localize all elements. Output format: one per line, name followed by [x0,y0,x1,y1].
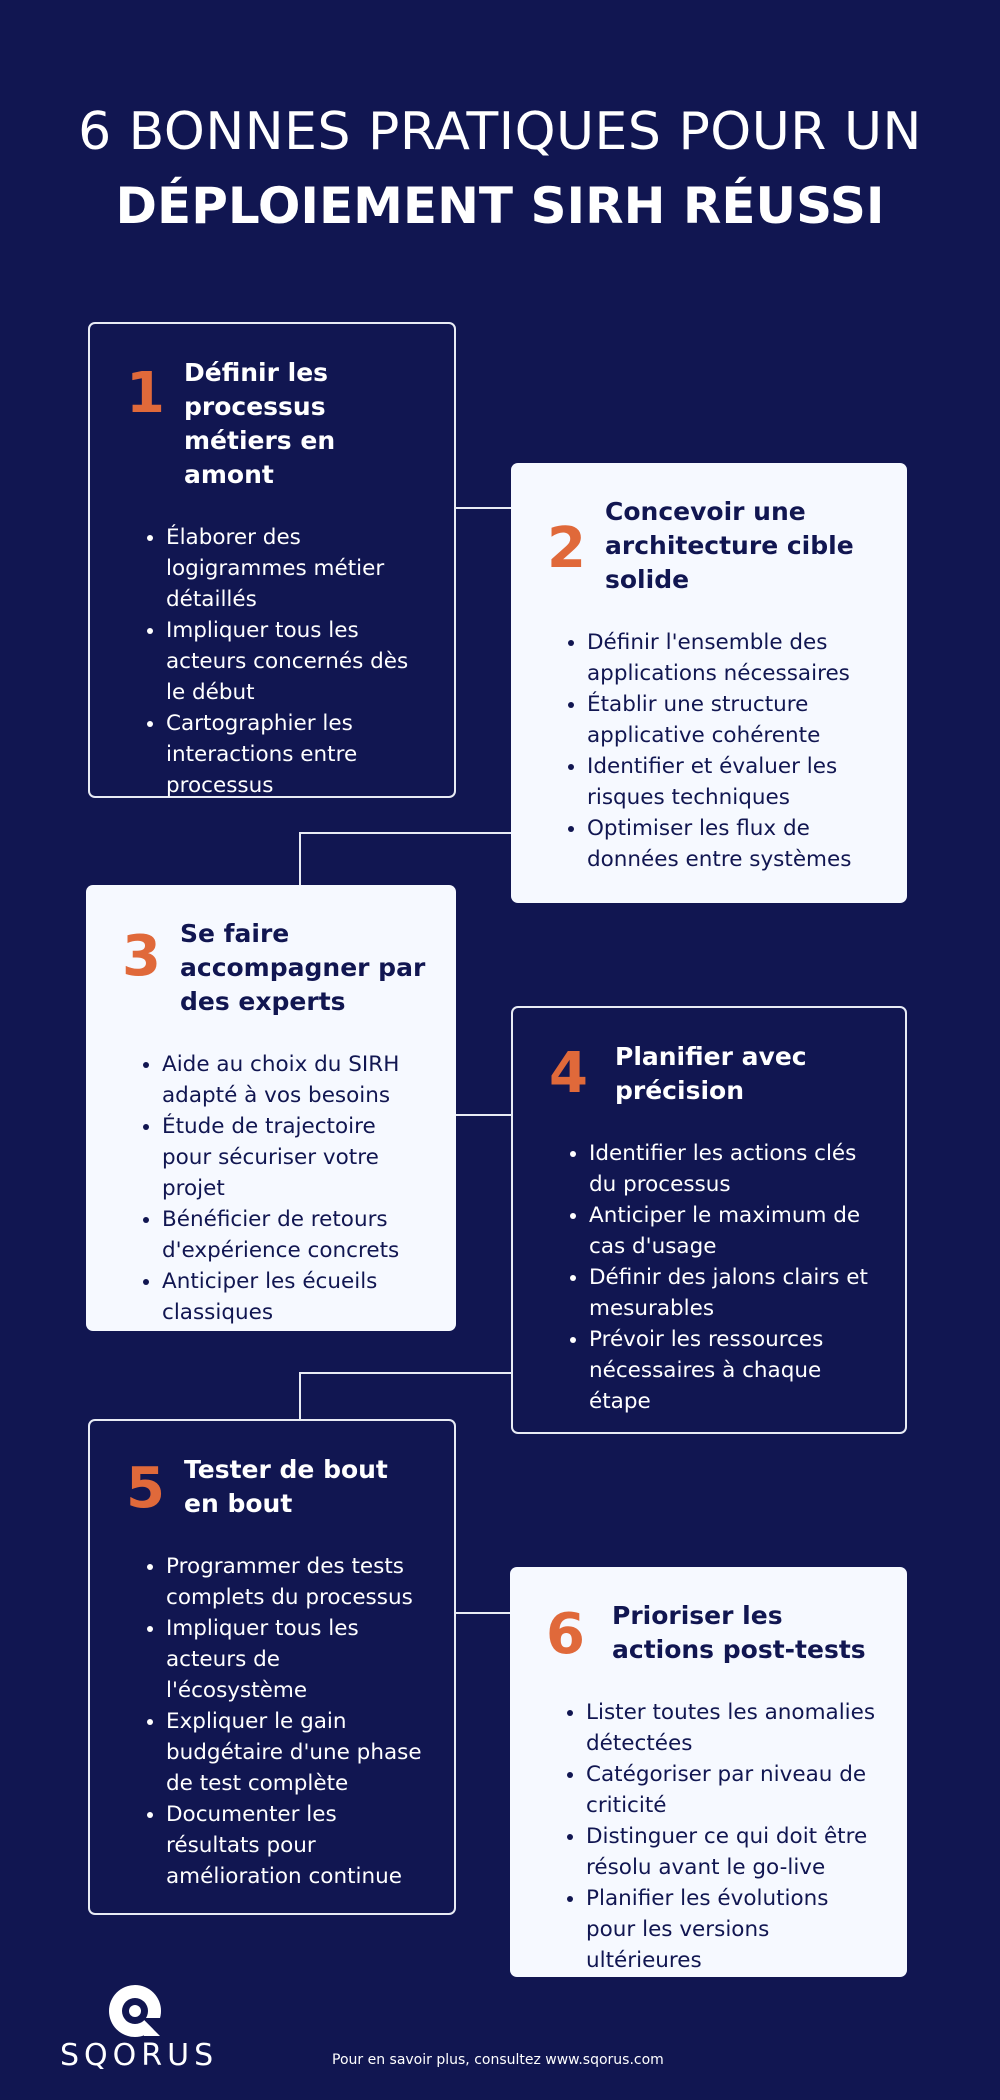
practice-bullets [142,522,424,801]
list-item: • Aide au choix du SIRH adapté à vos besoins [162,1049,426,1111]
list-item: • Catégoriser par niveau de criticité [586,1759,877,1821]
practice-title: Planifier avec précision [615,1042,807,1105]
practice-bullets [142,1551,424,1892]
list-item: • Définir l'ensemble des applications nécessaires [587,627,877,689]
list-item: • Prévoir les ressources nécessaires à chaque étape [589,1324,875,1417]
list-item: • Identifier les actions clés du processus [589,1138,875,1200]
practice-title: Tester de bout en bout [184,1455,388,1518]
list-item: • Cartographier les interactions entre processus [166,708,424,801]
list-item: • Expliquer le gain budgétaire d'une phase de test complète [166,1706,424,1799]
logo-text: SQORUS [60,2038,219,2073]
practice-title: Définir les processus métiers en amont [184,358,336,489]
practice-number: 2 [547,516,586,581]
list-item: • Distinguer ce qui doit être résolu avant le go-live [586,1821,877,1883]
list-item: • Étude de trajectoire pour sécuriser votre projet [162,1111,426,1204]
practice-title: Concevoir une architecture cible solide [605,497,854,594]
list-item: • Élaborer des logigrammes métier détaillés [166,522,424,615]
sqorus-logo-icon [60,1982,210,2040]
practice-card-3 [86,885,456,1331]
list-item: • Impliquer tous les acteurs concernés dès le début [166,615,424,708]
list-item: • Programmer des tests complets du processus [166,1551,424,1613]
practice-title: Prioriser les actions post-tests [612,1601,866,1664]
list-item: • Impliquer tous les acteurs de l'écosystème [166,1613,424,1706]
list-item: • Documenter les résultats pour amélioration continue [166,1799,424,1892]
practice-bullets [563,627,877,875]
practice-card-4 [511,1006,907,1434]
list-item: • Établir une structure applicative cohérente [587,689,877,751]
practice-card-2 [511,463,907,903]
title-line-2: DÉPLOIEMENT SIRH RÉUSSI [115,177,885,235]
practice-number: 6 [546,1602,585,1667]
list-item: • Identifier et évaluer les risques techniques [587,751,877,813]
practice-number: 1 [126,361,165,426]
practice-bullets [562,1697,877,1976]
sqorus-logo[interactable] [60,1982,219,2073]
list-item: • Anticiper le maximum de cas d'usage [589,1200,875,1262]
practice-number: 3 [122,924,161,989]
practice-number: 5 [126,1456,165,1521]
list-item: • Planifier les évolutions pour les versions ultérieures [586,1883,877,1976]
list-item: • Bénéficier de retours d'expérience concrets [162,1204,426,1266]
list-item: • Anticiper les écueils classiques [162,1266,426,1328]
practice-bullets [138,1049,426,1328]
list-item: • Définir des jalons clairs et mesurables [589,1262,875,1324]
practice-title: Se faire accompagner par des experts [180,919,426,1016]
list-item: • Lister toutes les anomalies détectées [586,1697,877,1759]
list-item: • Optimiser les flux de données entre systèmes [587,813,877,875]
title-line-1: 6 BONNES PRATIQUES POUR UN [78,102,922,162]
practice-card-1 [88,322,456,798]
footer-website-note[interactable]: Pour en savoir plus, consultez www.sqorus.com [332,2052,664,2068]
practice-card-5 [88,1419,456,1915]
practice-bullets [565,1138,875,1417]
practice-card-6 [510,1567,907,1977]
practice-number: 4 [549,1041,588,1106]
